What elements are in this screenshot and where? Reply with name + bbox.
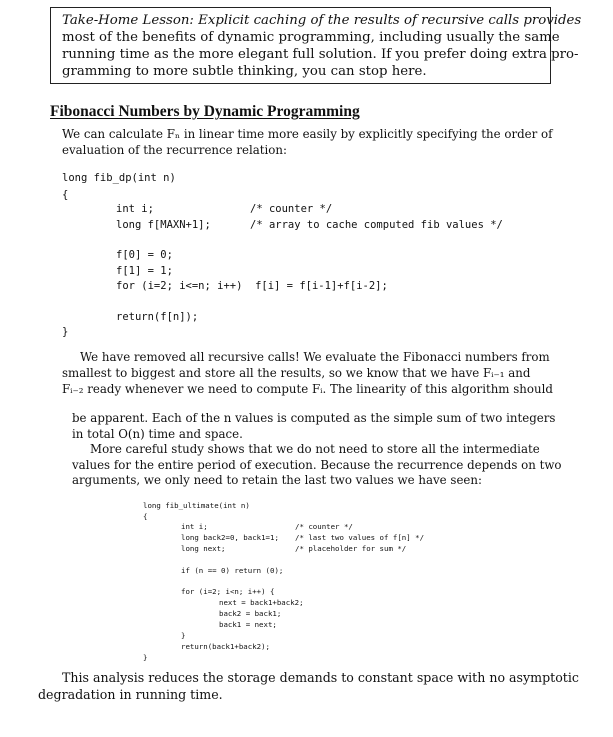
code-line: f[0] = 0;: [116, 249, 173, 261]
code-line: long fib_dp(int n): [62, 172, 176, 184]
code-line: {: [143, 512, 148, 521]
take-home-line-1: Take-Home Lesson: Explicit caching of the results of recursive calls provides: [62, 13, 582, 28]
code-comment: /* last two values of f[n] */: [295, 533, 425, 542]
section-title: Fibonacci Numbers by Dynamic Programming: [50, 103, 360, 120]
code-comment: /* counter */: [250, 203, 333, 215]
code-comment: /* array to cache computed fib values */: [250, 219, 503, 231]
code-line: next = back1+back2;: [219, 598, 304, 607]
code-line: }: [143, 653, 148, 662]
code-line: return(f[n]);: [116, 311, 199, 323]
code-line: f[1] = 1;: [116, 265, 173, 277]
paragraph-line: values for the entire period of execution. Because the recurrence depends on two: [72, 458, 562, 472]
code-line: for (i=2; i<n; i++) {: [181, 587, 275, 596]
conclusion-line-1: This analysis reduces the storage demands to constant space with no asymptotic: [62, 670, 579, 685]
paragraph-line: We have removed all recursive calls! We evaluate the Fibonacci numbers from: [80, 350, 550, 364]
take-home-line-3: running time as the more elegant full solution. If you prefer doing extra pro-: [62, 47, 579, 62]
code-line: }: [62, 326, 69, 338]
paragraph-line: smallest to biggest and store all the results, so we know that we have Fᵢ₋₁ and: [62, 366, 531, 380]
take-home-line-4: gramming to more subtle thinking, you can stop here.: [62, 64, 427, 79]
code-line: long fib_ultimate(int n): [143, 501, 250, 510]
code-comment: /* placeholder for sum */: [295, 544, 407, 553]
code-comment: /* counter */: [295, 522, 353, 531]
code-line: int i;: [116, 203, 154, 215]
code-line: {: [62, 189, 69, 201]
code-line: for (i=2; i<=n; i++) f[i] = f[i-1]+f[i-2];: [116, 280, 388, 292]
paragraph-line: Fᵢ₋₂ ready whenever we need to compute Fᵢ. The linearity of this algorithm should: [62, 382, 553, 396]
paragraph-line: in total O(n) time and space.: [72, 427, 243, 441]
conclusion-line-2: degradation in running time.: [38, 687, 223, 702]
code-line: long next;: [181, 544, 226, 553]
take-home-line-2: most of the benefits of dynamic programming, including usually the same: [62, 30, 560, 45]
intro-line-2: evaluation of the recurrence relation:: [62, 143, 287, 157]
code-line: long f[MAXN+1];: [116, 219, 211, 231]
code-line: return(back1+back2);: [181, 642, 270, 651]
code-line: if (n == 0) return (0);: [181, 566, 284, 575]
code-line: back1 = next;: [219, 620, 277, 629]
code-line: long back2=0, back1=1;: [181, 533, 279, 542]
intro-line-1: We can calculate Fₙ in linear time more easily by explicitly specifying the order of: [62, 127, 553, 141]
code-line: int i;: [181, 522, 208, 531]
paragraph-line: More careful study shows that we do not need to store all the intermediate: [90, 442, 540, 456]
paragraph-line: arguments, we only need to retain the last two values we have seen:: [72, 473, 482, 487]
paragraph-line: be apparent. Each of the n values is computed as the simple sum of two integers: [72, 411, 556, 425]
code-line: }: [181, 631, 186, 640]
code-line: back2 = back1;: [219, 609, 282, 618]
